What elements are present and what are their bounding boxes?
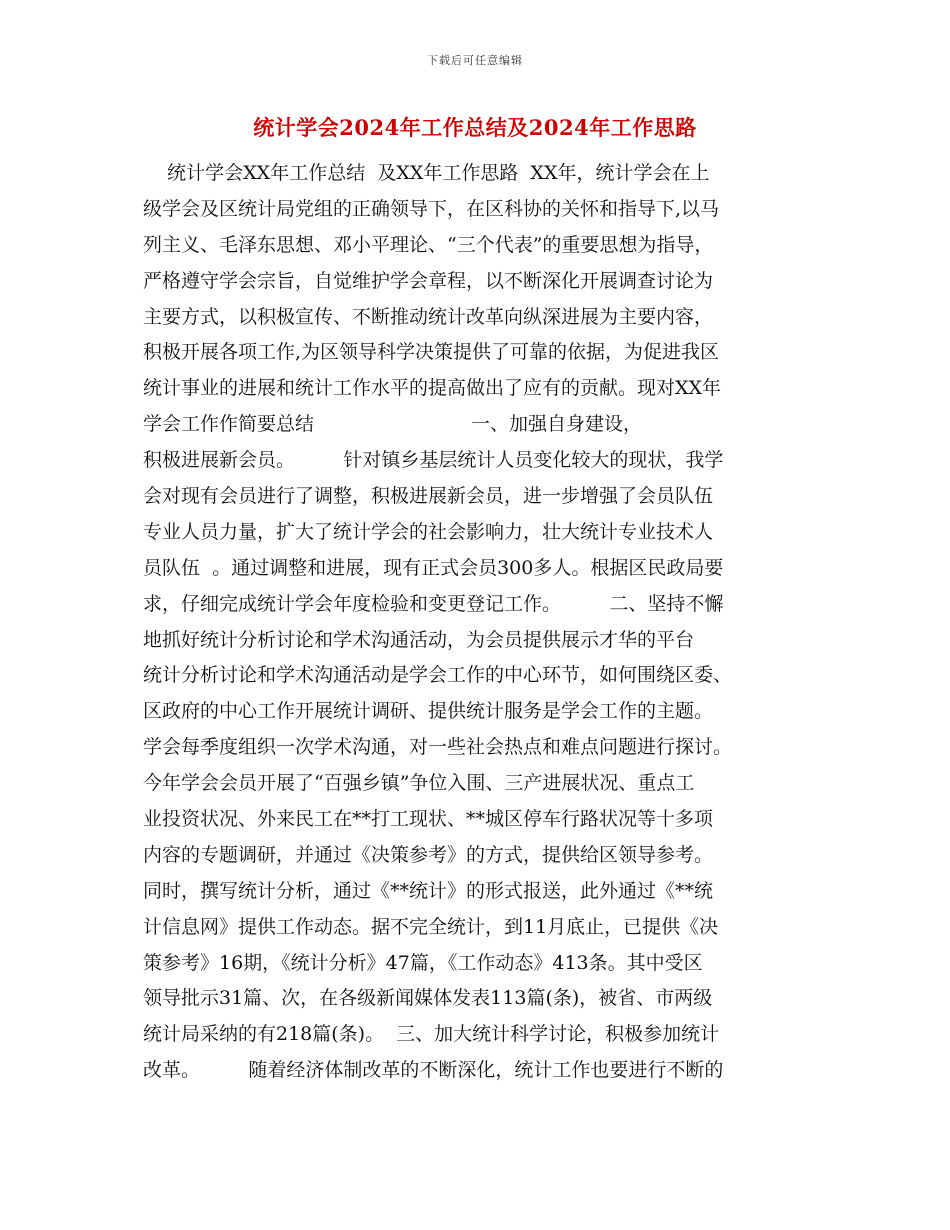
body-line: 积极开展各项工作,为区领导科学决策提供了可靠的依据，为促进我区 bbox=[143, 341, 720, 364]
body-line: 统计局采纳的有218篇(条)。 三、加大统计科学讨论，积极参加统计 bbox=[143, 1023, 720, 1046]
body-line: 业投资状况、外来民工在**打工现状、**城区停车行路状况等十多项 bbox=[143, 808, 714, 831]
body-line: 主要方式，以积极宣传、不断推动统计改革向纵深进展为主要内容， bbox=[143, 305, 714, 328]
body-line: 策参考》16期，《统计分析》47篇，《工作动态》413条。其中受区 bbox=[143, 951, 703, 974]
body-line: 领导批示31篇、次，在各级新闻媒体发表113篇(条)，被省、市两级 bbox=[143, 987, 713, 1010]
body-line: 区政府的中心工作开展统计调研、提供统计服务是学会工作的主题。 bbox=[143, 700, 714, 723]
body-line: 会对现有会员进行了调整，积极进展新会员，进一步增强了会员队伍 bbox=[143, 485, 714, 508]
page-header: 下载后可任意编辑 bbox=[427, 54, 523, 67]
body-line: 同时，撰写统计分析，通过《**统计》的形式报送，此外通过《**统 bbox=[143, 879, 714, 902]
body-line: 统计分析讨论和学术沟通活动是学会工作的中心环节，如何围绕区委、 bbox=[143, 664, 733, 687]
body-line: 地抓好统计分析讨论和学术沟通活动，为会员提供展示才华的平台 bbox=[143, 628, 695, 651]
body-line: 列主义、毛泽东思想、邓小平理论、“三个代表”的重要思想为指导， bbox=[143, 233, 714, 256]
body-line: 级学会及区统计局党组的正确领导下，在区科协的关怀和指导下,以马 bbox=[143, 197, 720, 220]
body-line: 计信息网》提供工作动态。据不完全统计，到11月底止，已提供《决 bbox=[143, 915, 719, 938]
body-line: 严格遵守学会宗旨，自觉维护学会章程，以不断深化开展调查讨论为 bbox=[143, 269, 714, 292]
body-line: 改革。 随着经济体制改革的不断深化，统计工作也要进行不断的 bbox=[143, 1059, 724, 1082]
body-line: 学会每季度组织一次学术沟通，对一些社会热点和难点问题进行探讨。 bbox=[143, 736, 733, 759]
body-line: 积极进展新会员。 针对镇乡基层统计人员变化较大的现状，我学 bbox=[143, 449, 724, 472]
body-line: 统计学会XX年工作总结 及XX年工作思路 XX年，统计学会在上 bbox=[143, 162, 710, 184]
body-line: 员队伍 。通过调整和进展，现有正式会员300多人。根据区民政局要 bbox=[143, 556, 724, 579]
body-line: 学会工作作简要总结 一、加强自身建设， bbox=[143, 413, 643, 436]
document-title: 统计学会2024年工作总结及2024年工作思路 bbox=[253, 115, 697, 140]
body-line: 求，仔细完成统计学会年度检验和变更登记工作。 二、坚持不懈 bbox=[143, 592, 724, 615]
body-line: 专业人员力量，扩大了统计学会的社会影响力，壮大统计专业技术人 bbox=[143, 520, 714, 543]
body-line: 内容的专题调研，并通过《决策参考》的方式，提供给区领导参考。 bbox=[143, 843, 714, 866]
body-line: 今年学会会员开展了“百强乡镇”争位入围、三产进展状况、重点工 bbox=[143, 772, 695, 795]
body-line: 统计事业的进展和统计工作水平的提高做出了应有的贡献。现对XX年 bbox=[143, 377, 722, 400]
document-body bbox=[143, 156, 803, 1089]
